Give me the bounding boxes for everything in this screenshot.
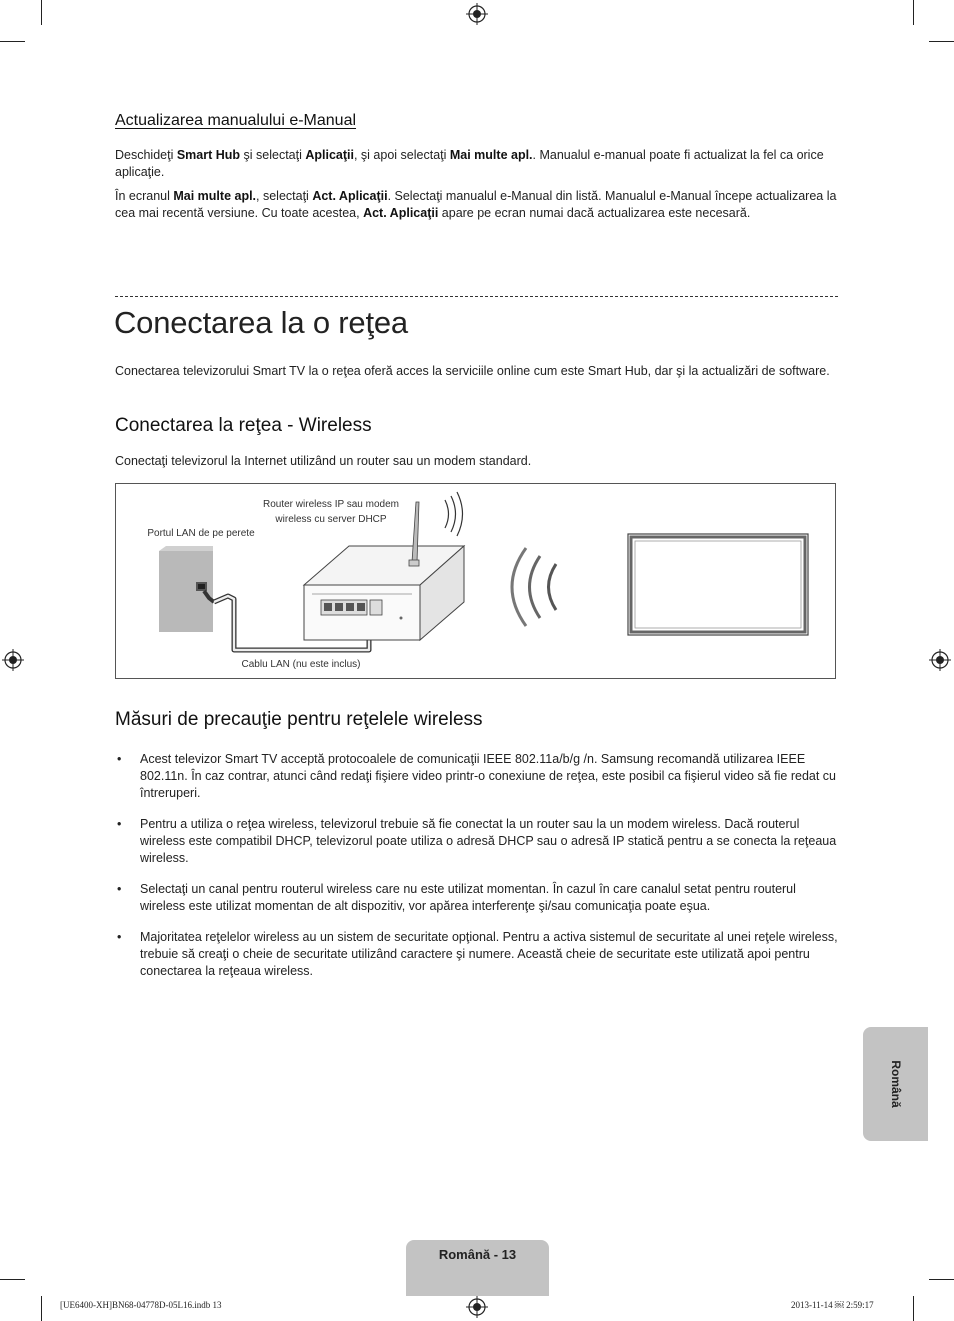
ui-term: Mai multe apl.: [449, 148, 533, 162]
text-run: apare pe ecran numai dacă actualizarea este necesară.: [438, 206, 751, 220]
registration-mark-top: [466, 3, 488, 25]
router-label-line-2: wireless cu server DHCP: [275, 514, 387, 525]
text-run: şi selectaţi: [240, 148, 306, 162]
precautions-list: [115, 751, 840, 994]
registration-mark-bottom: [466, 1296, 488, 1318]
wireless-signal-icon: [512, 548, 556, 626]
tv-icon: [628, 534, 808, 635]
wireless-intro-text: Conectaţi televizorul la Internet utilizând un router sau un modem standard.: [115, 454, 532, 468]
text-run: Deschideţi: [115, 148, 177, 162]
list-item: • Majoritatea reţelelor wireless au un sistem de securitate opţional. Pentru a activa sistemul de securitate al unei reţele wireless, trebuie să creaţi o cheie de securitate utilizând caractere şi numere. Această cheie de securitate este utilizată apoi pentru conectarea la reţeaua wireless.: [115, 929, 840, 980]
registration-mark-left: [2, 649, 24, 671]
ui-term: Smart Hub: [176, 148, 241, 162]
registration-mark-right: [929, 649, 951, 671]
ui-term: Mai multe apl.: [173, 189, 257, 203]
language-side-tab: [863, 1027, 928, 1141]
section-divider: [115, 296, 838, 297]
precautions-heading: Măsuri de precauţie pentru reţelele wireless: [115, 709, 483, 730]
text-run: , şi apoi selectaţi: [353, 148, 450, 162]
language-side-tab-label: Română: [888, 1060, 903, 1108]
list-item: • Selectaţi un canal pentru routerul wireless care nu este utilizat momentan. În cazul în care canalul setat pentru routerul wireless este utilizat momentan de alt dispozitiv, vor apărea interferenţe şi/sau comunicaţia poate eşua.: [115, 881, 840, 915]
text-run: , selectaţi: [256, 189, 313, 203]
emanual-update-paragraph-1: [115, 147, 837, 181]
page-number-tab: [406, 1240, 549, 1296]
wireless-heading: Conectarea la reţea - Wireless: [115, 415, 372, 436]
ui-term: Aplicaţii: [305, 148, 354, 162]
text-run: . Selectaţi manualul e-Manual din listă. Manualul e-Manual începe actualizarea la cea mai recentă versiune. Cu toate acestea,: [115, 189, 837, 220]
emanual-update-paragraph-2: [115, 188, 837, 222]
text-run: . Manualul e-manual poate fi actualizat la fel ca orice aplicaţie.: [115, 148, 824, 179]
ui-term: Act. Aplicaţii: [363, 206, 439, 220]
wall-lan-port-icon: [159, 546, 214, 632]
network-intro-text: Conectarea televizorului Smart TV la o reţea oferă acces la serviciile online cum este Smart Hub, dar şi la actualizări de software.: [115, 364, 830, 378]
footer-file-info: [UE6400-XH]BN68-04778D-05L16.indb 13: [60, 1300, 222, 1310]
router-label-line-1: Router wireless IP sau modem: [263, 499, 399, 510]
page-title: Conectarea la o reţea: [114, 305, 408, 340]
list-item: • Pentru a utiliza o reţea wireless, televizorul trebuie să fie conectat la un router sau la un modem wireless. Dacă routerul wireless este compatibil DHCP, televizorul poate utiliza o adresă DHCP sau o adresă IP statică pentru a se conecta la reţeaua wireless.: [115, 816, 840, 867]
wireless-connection-diagram: [115, 483, 836, 679]
text-run: În ecranul: [115, 189, 174, 203]
footer-timestamp: 2013-11-14 ￼ 2:59:17: [791, 1300, 874, 1310]
ui-term: Act. Aplicaţii: [312, 189, 388, 203]
list-item: • Acest televizor Smart TV acceptă protocoalele de comunicaţii IEEE 802.11a/b/g /n. Samsung recomandă utilizarea IEEE 802.11n. În caz contrar, atunci când redaţi fişiere video printr-o conexiune de reţea, este posibil ca fişierul video să fie redat cu întreruperi.: [115, 751, 840, 802]
page-number-label: Română - 13: [438, 1247, 517, 1262]
cable-label: Cablu LAN (nu este inclus): [241, 659, 361, 670]
wall-port-label: Portul LAN de pe perete: [147, 528, 255, 539]
router-label: [251, 497, 411, 527]
emanual-update-heading: Actualizarea manualului e-Manual: [115, 112, 357, 129]
